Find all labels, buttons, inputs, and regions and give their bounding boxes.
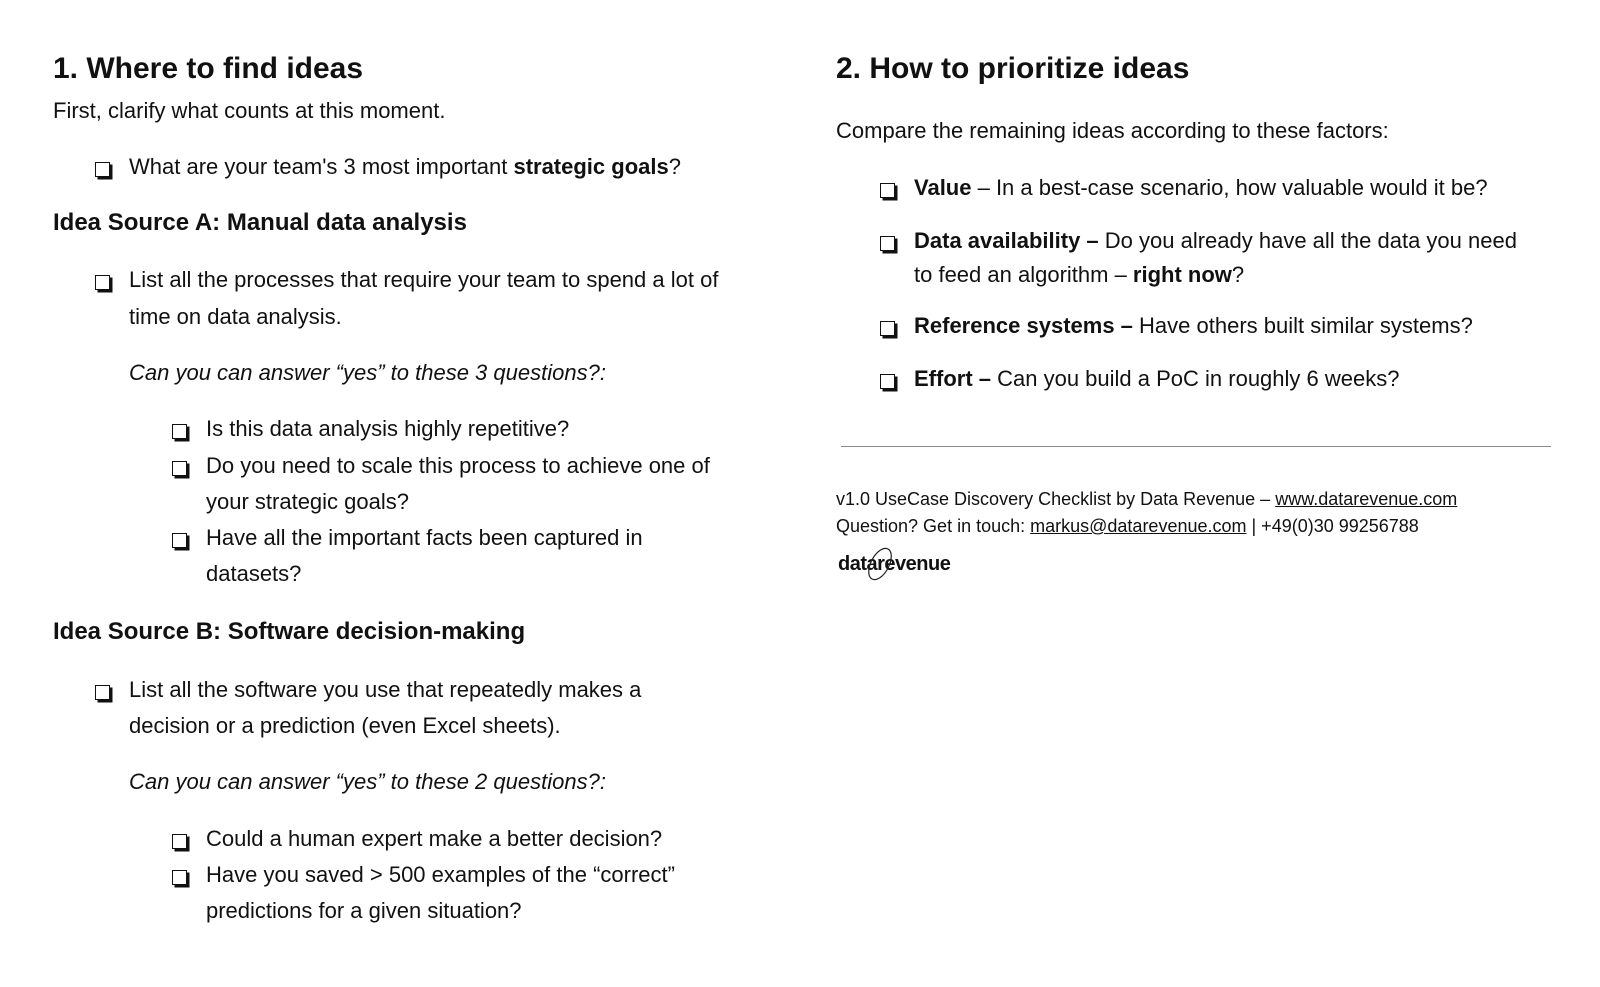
checkbox-icon[interactable]	[95, 685, 110, 700]
source-a-item-line2: time on data analysis.	[129, 304, 342, 329]
checkbox-icon[interactable]	[172, 424, 187, 439]
checkbox-icon[interactable]	[95, 275, 110, 290]
checkbox-icon[interactable]	[880, 183, 895, 198]
source-b-item-line1: List all the software you use that repeatedly makes a	[129, 677, 642, 702]
footer-line2: Question? Get in touch: markus@datarevenue.com | +49(0)30 99256788	[836, 516, 1419, 536]
checkbox-icon[interactable]	[172, 461, 187, 476]
website-link[interactable]: www.datarevenue.com	[1275, 489, 1458, 509]
source-b-sub1: Could a human expert make a better decision?	[206, 826, 663, 851]
intro-text: First, clarify what counts at this moment.	[53, 98, 446, 123]
source-a-sub3-line1: Have all the important facts been captured in	[206, 525, 643, 550]
source-a-sub2-line1: Do you need to scale this process to achieve one of	[206, 453, 710, 478]
section-title-prioritize: 2. How to prioritize ideas	[836, 52, 1190, 85]
source-b-sub2-line1: Have you saved > 500 examples of the “correct”	[206, 862, 675, 887]
factor-data-line2: to feed an algorithm – right now?	[914, 262, 1245, 287]
factor-reference: Reference systems – Have others built similar systems?	[914, 313, 1473, 338]
datarevenue-logo: datarevenue	[836, 548, 966, 584]
logo-swoosh-icon	[850, 544, 910, 584]
checkbox-icon[interactable]	[172, 533, 187, 548]
footer-line1: v1.0 UseCase Discovery Checklist by Data Revenue – www.datarevenue.com	[836, 489, 1458, 509]
source-a-sub1: Is this data analysis highly repetitive?	[206, 416, 570, 441]
source-a-sub3-line2: datasets?	[206, 561, 302, 586]
checkbox-icon[interactable]	[880, 374, 895, 389]
source-b-sub2-line2: predictions for a given situation?	[206, 898, 522, 923]
checkbox-icon[interactable]	[95, 162, 110, 177]
source-b-question: Can you can answer “yes” to these 2 questions?:	[129, 769, 606, 794]
section-title-find-ideas: 1. Where to find ideas	[53, 52, 364, 85]
email-link[interactable]: markus@datarevenue.com	[1030, 516, 1247, 536]
checkbox-icon[interactable]	[172, 870, 187, 885]
checkbox-icon[interactable]	[880, 321, 895, 336]
factor-effort: Effort – Can you build a PoC in roughly 6 weeks?	[914, 366, 1400, 391]
prioritize-intro: Compare the remaining ideas according to these factors:	[836, 118, 1389, 143]
source-a-item-line1: List all the processes that require your team to spend a lot of	[129, 267, 719, 292]
divider	[841, 446, 1551, 447]
source-a-sub2-line2: your strategic goals?	[206, 489, 409, 514]
checkbox-icon[interactable]	[172, 834, 187, 849]
source-b-item-line2: decision or a prediction (even Excel sheets).	[129, 713, 561, 738]
source-a-heading: Idea Source A: Manual data analysis	[53, 209, 467, 236]
factor-value: Value – In a best-case scenario, how valuable would it be?	[914, 175, 1488, 200]
checkbox-icon[interactable]	[880, 236, 895, 251]
factor-data-line1: Data availability – Do you already have all the data you need	[914, 228, 1517, 253]
goals-item: What are your team's 3 most important strategic goals?	[129, 154, 681, 179]
source-b-heading: Idea Source B: Software decision-making	[53, 618, 526, 645]
source-a-question: Can you can answer “yes” to these 3 questions?:	[129, 360, 606, 385]
